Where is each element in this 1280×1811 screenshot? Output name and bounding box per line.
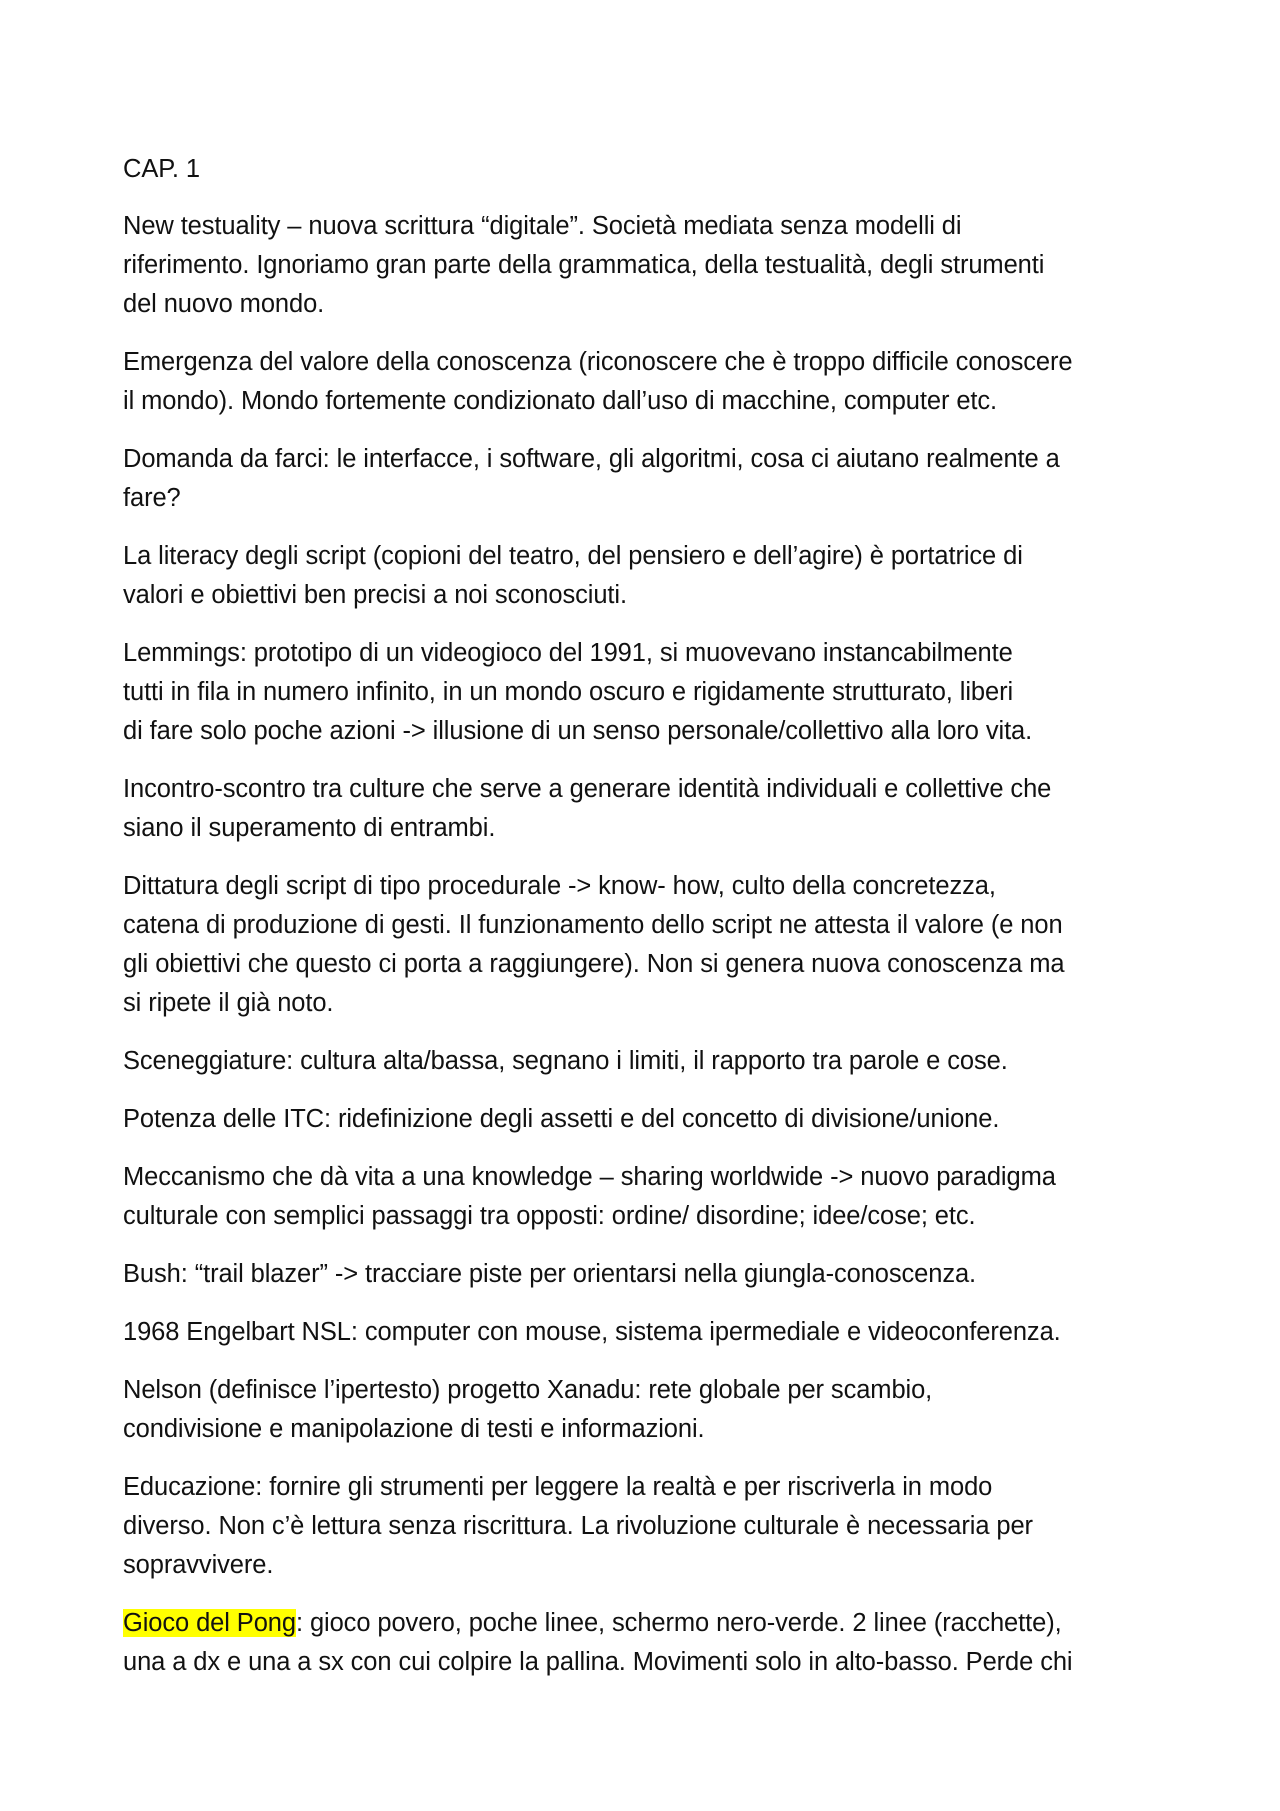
- paragraph: Meccanismo che dà vita a una knowledge – sharing worldwide -> nuovo paradigma culturale con semplici passaggi tra opposti: ordine/ disordine; idee/cose; etc.: [123, 1163, 1056, 1230]
- paragraph: Bush: “trail blazer” -> tracciare piste per orientarsi nella giungla-conoscenza.: [123, 1260, 977, 1288]
- document-body: [123, 150, 1173, 1701]
- paragraph: Nelson (definisce l’ipertesto) progetto Xanadu: rete globale per scambio, condivisione e manipolazione di testi e informazioni.: [123, 1376, 933, 1443]
- paragraph: Lemmings: prototipo di un videogioco del 1991, si muovevano instancabilmente tutti in fila in numero infinito, in un mondo oscuro e rigidamente strutturato, liberi di fare solo poche azioni -> illusione di un senso personale/collettivo alla loro vita.: [123, 639, 1033, 745]
- paragraph: Dittatura degli script di tipo procedurale -> know- how, culto della concretezza, catena di produzione di gesti. Il funzionamento dello script ne attesta il valore (e non gli obiettivi che questo ci porta a raggiungere). Non si genera nuova conoscenza ma si ripete il già noto.: [123, 872, 1065, 1017]
- paragraph: Incontro-scontro tra culture che serve a generare identità individuali e collettive che siano il superamento di entrambi.: [123, 775, 1052, 842]
- highlighted-text: Gioco del Pong: [123, 1609, 296, 1637]
- chapter-heading: CAP. 1: [123, 155, 200, 183]
- paragraph: Potenza delle ITC: ridefinizione degli assetti e del concetto di divisione/unione.: [123, 1105, 1000, 1133]
- paragraph: La literacy degli script (copioni del teatro, del pensiero e dell’agire) è portatrice di valori e obiettivi ben precisi a noi sconosciuti.: [123, 542, 1023, 609]
- paragraph: Domanda da farci: le interfacce, i software, gli algoritmi, cosa ci aiutano realmente a fare?: [123, 445, 1060, 512]
- paragraph: Educazione: fornire gli strumenti per leggere la realtà e per riscriverla in modo diverso. Non c’è lettura senza riscrittura. La rivoluzione culturale è necessaria per sopravvivere.: [123, 1473, 1033, 1579]
- paragraph-text: : gioco povero, poche linee, schermo nero-verde. 2 linee (racchette), una a dx e una a sx con cui colpire la pallina. Movimenti solo in alto-basso. Perde chi: [123, 1609, 1073, 1676]
- paragraph: New testuality – nuova scrittura “digitale”. Società mediata senza modelli di riferimento. Ignoriamo gran parte della grammatica, della testualità, degli strumenti del nuovo mondo.: [123, 212, 1045, 318]
- paragraph: 1968 Engelbart NSL: computer con mouse, sistema ipermediale e videoconferenza.: [123, 1318, 1061, 1346]
- paragraph: Sceneggiature: cultura alta/bassa, segnano i limiti, il rapporto tra parole e cose.: [123, 1047, 1008, 1075]
- paragraph-pong: [123, 1604, 1173, 1682]
- paragraph: Emergenza del valore della conoscenza (riconoscere che è troppo difficile conoscere il mondo). Mondo fortemente condizionato dall’uso di macchine, computer etc.: [123, 348, 1073, 415]
